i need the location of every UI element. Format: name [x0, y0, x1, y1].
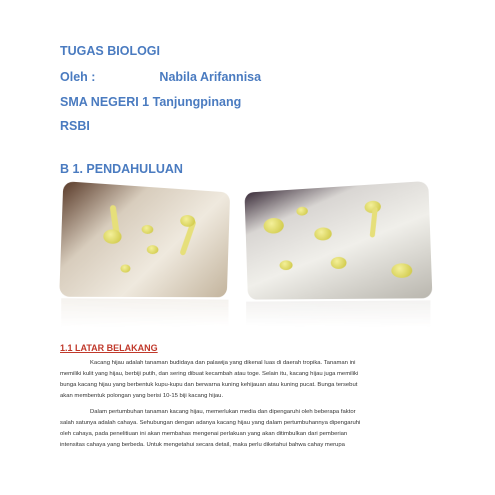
photo-mung-bean-sprouts-right	[244, 181, 432, 300]
sprout-seed	[314, 227, 332, 241]
sprout-seed	[120, 264, 130, 272]
paragraph-line: salah satunya adalah cahaya. Sehubungan dengan adanya kacang hijau yang dalam pertumbuhannya dipengaruhi	[60, 420, 361, 426]
photo-reflection	[61, 298, 228, 327]
author-line	[60, 70, 261, 84]
paragraph-line: akan membentuk polongan yang berisi 10-15 biji kacang hijau.	[60, 393, 224, 399]
sprout-seed	[103, 229, 122, 244]
sprout-seed	[147, 245, 159, 254]
school-name: SMA NEGERI 1 Tanjungpinang	[60, 95, 242, 109]
author-name: Nabila Arifannisa	[159, 70, 262, 84]
sprout-seed	[331, 257, 347, 269]
sprout-seed	[263, 218, 284, 234]
section-heading: 1.1 LATAR BELAKANG	[60, 343, 158, 353]
paragraph-line: memiliki kulit yang hijau, berbiji putih, dan sering dibuat kecambah atau toge. Selain itu, kacang hijau juga memiliki	[60, 371, 359, 377]
sprout-seed	[141, 225, 153, 235]
photo-reflection	[246, 300, 430, 327]
sprout-seed	[391, 263, 412, 278]
photo-mung-bean-sprouts-left	[59, 181, 230, 297]
sprout-seed	[296, 206, 308, 215]
sprout-seed	[279, 260, 292, 270]
paragraph-line: Dalam pertumbuhan tanaman kacang hijau, memerlukan media dan dipengaruhi oleh beberapa faktor	[90, 409, 356, 415]
doc-title: TUGAS BIOLOGI	[60, 44, 160, 58]
author-label: Oleh :	[60, 70, 96, 84]
chapter-heading: B 1. PENDAHULUAN	[60, 162, 183, 176]
program-name: RSBI	[60, 119, 90, 133]
paragraph-line: bunga kacang hijau yang berbentuk kupu-kupu dan berwarna kuning kehijauan atau kuning pucat. Bunga tersebut	[60, 382, 358, 388]
paragraph-line: intensitas cahaya yang berbeda. Untuk mengetahui secara detail, maka perlu diketahui bahwa cahay merupa	[60, 442, 345, 448]
paragraph-2	[60, 407, 440, 451]
paragraph-line: Kacang hijau adalah tanaman budidaya dan palawija yang dikenal luas di daerah tropika. Tanaman ini	[90, 360, 356, 366]
paragraph-1	[60, 358, 440, 402]
paragraph-line: oleh cahaya, pada penelitiuan ini akan membahas mengenai perlakuan yang akan ditimbulkan dari pemberian	[60, 431, 348, 437]
